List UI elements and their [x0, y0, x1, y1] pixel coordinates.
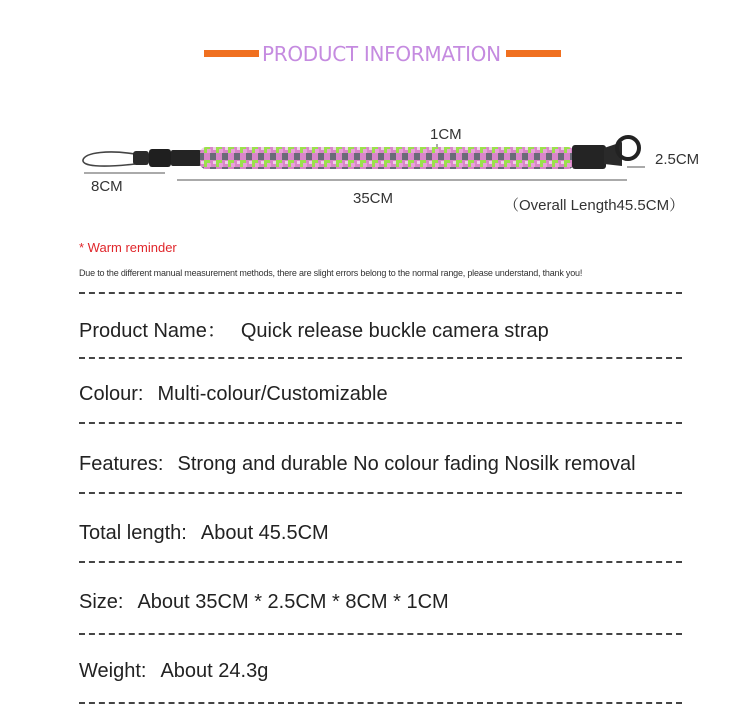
spec-label: Size:	[79, 591, 124, 613]
spec-value: Strong and durable No colour fading Nosilk removal	[177, 453, 636, 475]
spec-value: About 24.3g	[160, 660, 269, 682]
divider	[79, 292, 682, 294]
spec-label: Product Name：	[79, 320, 227, 342]
left-end-cap	[171, 150, 201, 166]
spec-label: Features:	[79, 453, 164, 475]
divider	[79, 633, 682, 635]
spec-label: Colour:	[79, 383, 144, 405]
quick-release-buckle	[149, 149, 171, 167]
small-buckle	[133, 151, 149, 165]
strap-length-label: 35CM	[353, 190, 394, 207]
divider	[79, 561, 682, 563]
section-header	[0, 40, 750, 70]
spec-total-length	[79, 522, 329, 545]
spec-label: Total length:	[79, 522, 187, 544]
wrist-loop	[83, 152, 135, 166]
overall-length-label: （Overall Length45.5CM）	[504, 197, 685, 214]
spec-colour	[79, 383, 388, 406]
width-label: 1CM	[430, 126, 462, 143]
ring-size-label: 2.5CM	[655, 151, 700, 168]
header-accent-bar-right	[506, 50, 561, 57]
divider	[79, 357, 682, 359]
divider	[79, 422, 682, 424]
spec-value: Multi-colour/Customizable	[157, 383, 388, 405]
spec-weight	[79, 660, 268, 683]
right-end-cap	[572, 145, 606, 169]
spec-value: Quick release buckle camera strap	[240, 320, 549, 342]
divider	[79, 492, 682, 494]
warm-reminder-text: Due to the different manual measurement methods, there are slight errors belong to the normal range, please understand, thank you!	[79, 268, 583, 278]
divider	[79, 702, 682, 704]
braided-strap	[200, 147, 574, 169]
spec-label: Weight:	[79, 660, 147, 682]
warm-reminder-title: * Warm reminder	[79, 240, 177, 255]
spec-features	[79, 453, 636, 476]
spec-product-name	[79, 314, 549, 343]
strap-diagram	[0, 118, 750, 218]
spec-value: About 45.5CM	[200, 522, 329, 544]
spec-size	[79, 591, 449, 614]
header-accent-bar-left	[204, 50, 259, 57]
spec-value: About 35CM * 2.5CM * 8CM * 1CM	[137, 591, 449, 613]
section-title: PRODUCT INFORMATION	[262, 42, 501, 66]
loop-length-label: 8CM	[91, 178, 123, 195]
